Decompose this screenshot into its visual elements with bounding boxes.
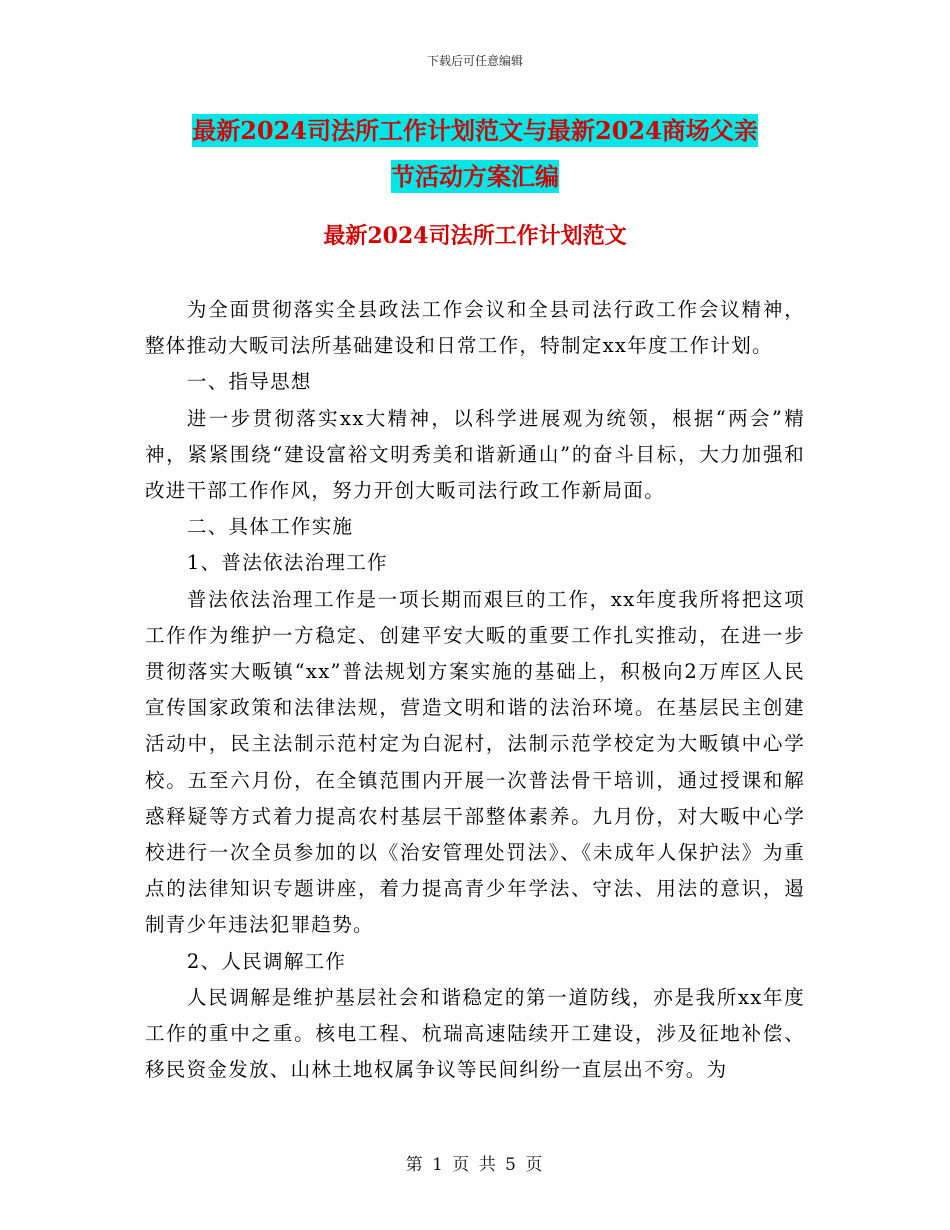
document-title-line2: 节活动方案汇编 (391, 162, 559, 191)
document-title (145, 108, 805, 200)
heading-implementation: 二、具体工作实施 (186, 515, 354, 539)
paragraph-guiding-thought: 进一步贯彻落实xx大精神，以科学进展观为统领，根据“两会”精神，紧紧围绕“建设富裕文明秀美和谐新通山”的奋斗目标，大力加强和改进干部工作作风，努力开创大畈司法行政工作新局面。 (145, 406, 805, 503)
subheading-mediation: 2、人民调解工作 (186, 949, 347, 973)
paragraph-mediation: 人民调解是维护基层社会和谐稳定的第一道防线，亦是我所xx年度工作的重中之重。核电工程、杭瑞高速陆续开工建设，涉及征地补偿、移民资金发放、山林土地权属争议等民间纠纷一直层出不穷。为 (145, 985, 805, 1082)
page-footer: 第 1 页 共 5 页 (405, 1155, 545, 1175)
heading-guiding-thought: 一、指导思想 (186, 370, 312, 394)
paragraph-intro: 为全面贯彻落实全县政法工作会议和全县司法行政工作会议精神，整体推动大畈司法所基础建设和日常工作，特制定xx年度工作计划。 (145, 298, 805, 358)
subheading-legal-education: 1、普法依法治理工作 (186, 551, 388, 575)
document-title-line1: 最新2024司法所工作计划范文与最新2024商场父亲 (192, 116, 758, 145)
header-note: 下载后可任意编辑 (426, 54, 523, 68)
section-title: 最新2024司法所工作计划范文 (323, 223, 627, 249)
paragraph-legal-education: 普法依法治理工作是一项长期而艰巨的工作，xx年度我所将把这项工作作为维护一方稳定、创建平安大畈的重要工作扎实推动，在进一步贯彻落实大畈镇“xx”普法规划方案实施的基础上，积极向2万库区人民宣传国家政策和法律法规，营造文明和谐的法治环境。在基层民主创建活动中，民主法制示范村定为白泥村，法制示范学校定为大畈镇中心学校。五至六月份，在全镇范围内开展一次普法骨干培训，通过授课和解惑释疑等方式着力提高农村基层干部整体素养。九月份，对大畈中心学校进行一次全员参加的以《治安管理处罚法》、《未成年人保护法》为重点的法律知识专题讲座，着力提高青少年学法、守法、用法的意识，遏制青少年违法犯罪趋势。 (145, 587, 805, 937)
document-body (145, 292, 805, 1088)
